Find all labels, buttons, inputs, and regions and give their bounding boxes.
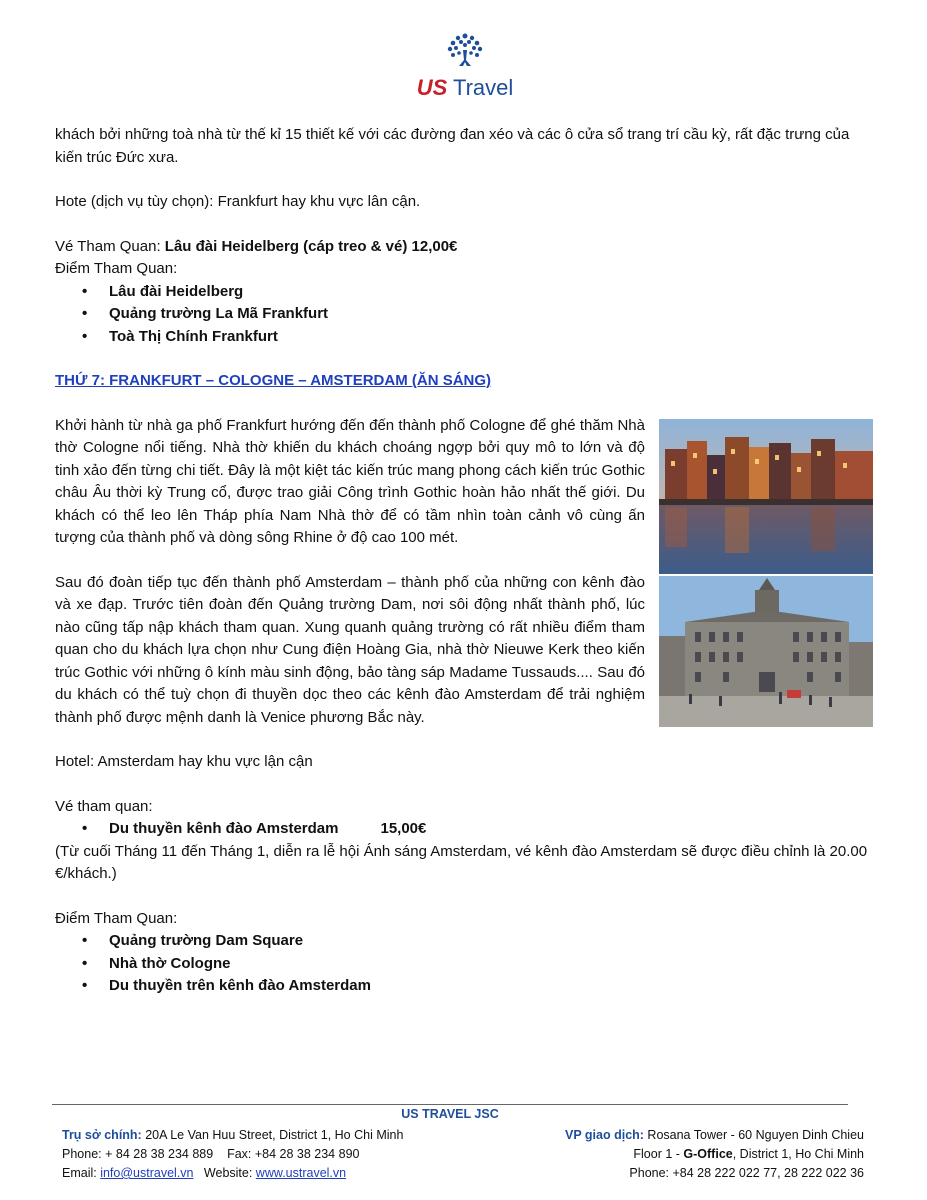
headquarters-info bbox=[62, 1126, 403, 1183]
office-phone: Phone: +84 28 222 022 77, 28 222 022 36 bbox=[629, 1166, 864, 1180]
office-floor-suffix: , District 1, Ho Chi Minh bbox=[732, 1147, 864, 1161]
email-link[interactable]: info@ustravel.vn bbox=[100, 1166, 194, 1180]
day-heading: THỨ 7: FRANKFURT – COLOGNE – AMSTERDAM (ĂN SÁNG) bbox=[55, 372, 492, 389]
page-footer bbox=[52, 1104, 864, 1180]
attractions2-label: Điểm Tham Quan: bbox=[55, 909, 178, 927]
company-name: US TRAVEL JSC bbox=[401, 1107, 499, 1121]
contact-line bbox=[62, 1164, 403, 1183]
document-body bbox=[55, 124, 873, 998]
ticket-line bbox=[55, 236, 873, 259]
website-link[interactable]: www.ustravel.vn bbox=[255, 1166, 347, 1180]
list-item: • Lâu đài Heidelberg bbox=[109, 281, 873, 304]
tree-logo-icon bbox=[443, 30, 487, 74]
logo-travel-text: Travel bbox=[452, 75, 514, 100]
ticket-value: Lâu đài Heidelberg (cáp treo & vé) 12,00€ bbox=[164, 237, 458, 255]
ticket2-price: 15,00€ bbox=[380, 820, 427, 837]
ticket2-label: Vé tham quan: bbox=[55, 797, 153, 815]
office-label: VP giao dịch: bbox=[565, 1128, 644, 1142]
email-label: Email: bbox=[62, 1166, 101, 1180]
us-travel-logo bbox=[415, 30, 515, 102]
list-item: • Du thuyền trên kênh đào Amsterdam bbox=[109, 975, 873, 998]
office-floor-prefix: Floor 1 - bbox=[633, 1147, 684, 1161]
attractions2-list bbox=[55, 930, 873, 998]
attractions-list bbox=[55, 281, 873, 349]
hq-line bbox=[62, 1126, 403, 1145]
logo-wordmark bbox=[415, 76, 515, 100]
website-label: Website: bbox=[193, 1166, 256, 1180]
amsterdam-canal-photo bbox=[659, 419, 873, 574]
ticket2-item: Du thuyền kênh đào Amsterdam bbox=[109, 820, 339, 837]
list-item: • Quảng trường Dam Square bbox=[109, 930, 873, 953]
cologne-section bbox=[55, 415, 873, 550]
hotel-line-2: Hotel: Amsterdam hay khu vực lận cận bbox=[55, 753, 313, 770]
attractions-label: Điểm Tham Quan: bbox=[55, 260, 178, 277]
hotel-line: Hote (dịch vụ tùy chọn): Frankfurt hay khu vực lân cận. bbox=[55, 193, 421, 210]
office-info bbox=[565, 1126, 864, 1183]
intro-paragraph: khách bởi những toà nhà từ thế kỉ 15 thiết kế với các đường đan xéo và các ô cửa sổ trang trí cầu kỳ, rất đặc trưng của kiến trúc Đức xưa. bbox=[55, 126, 850, 166]
list-item bbox=[109, 818, 873, 841]
royal-palace-photo bbox=[659, 576, 873, 727]
list-item: • Quảng trường La Mã Frankfurt bbox=[109, 303, 873, 326]
office-floor bbox=[565, 1145, 864, 1164]
price-note: (Từ cuối Tháng 11 đến Tháng 1, diễn ra lễ hội Ánh sáng Amsterdam, vé kênh đào Amsterdam sẽ được điều chỉnh là 20.00 €/khách.) bbox=[55, 842, 868, 882]
office-floor-name: G-Office bbox=[683, 1147, 733, 1161]
list-item: • Nhà thờ Cologne bbox=[109, 953, 873, 976]
cologne-paragraph: Khởi hành từ nhà ga phố Frankfurt hướng đến đến thành phố Cologne để ghé thăm Nhà thờ Cologne nổi tiếng. Nhà thờ khiến du khách choáng ngợp bởi quy mô to lớn và độ tinh xảo đến từng chi tiết. Đây là một kiệt tác kiến trúc mang phong cách kiến trúc Gothic châu Âu thời kỳ Trung cổ, được trao giải Công trình Gothic hoàn hảo nhất thế giới. Du khách có thể leo lên Tháp phía Nam Nhà thờ để có tầm nhìn toàn cảnh vô cùng ấn tượng của thành phố và dòng sông Rhine ở độ cao 100 mét. bbox=[55, 416, 645, 546]
phone-fax: Phone: + 84 28 38 234 889 Fax: +84 28 38 234 890 bbox=[62, 1147, 360, 1161]
amsterdam-paragraph: Sau đó đoàn tiếp tục đến thành phố Amsterdam – thành phố của những con kênh đào và xe đạp. Trước tiên đoàn đến Quảng trường Dam, nơi sôi động nhất thành phố, lúc nào cũng tấp nập khách tham quan. Xung quanh quảng trường có rất nhiều điểm tham quan cho du khách lựa chọn như Cung điện Hoàng Gia, nhà thờ Nieuwe Kerk theo kiến trúc Gothic với những ô kính màu sinh động, bảo tàng sáp Madame Tussauds.... Sau đó du khách có thể tuỳ chọn đi thuyền dọc theo các kênh đào Amsterdam để trải nghiệm thành phố được mệnh danh là Venice phương Bắc này. bbox=[55, 573, 645, 726]
amsterdam-section bbox=[55, 572, 873, 730]
office-line bbox=[565, 1126, 864, 1145]
ticket-label: Vé Tham Quan: bbox=[55, 237, 165, 255]
hq-label: Trụ sở chính: bbox=[62, 1128, 142, 1142]
logo-us-text: US bbox=[416, 75, 448, 100]
hq-address: 20A Le Van Huu Street, District 1, Ho Chi Minh bbox=[141, 1128, 404, 1142]
list-item: • Toà Thị Chính Frankfurt bbox=[109, 326, 873, 349]
office-address: Rosana Tower - 60 Nguyen Dinh Chieu bbox=[643, 1128, 864, 1142]
ticket2-list bbox=[55, 818, 873, 841]
